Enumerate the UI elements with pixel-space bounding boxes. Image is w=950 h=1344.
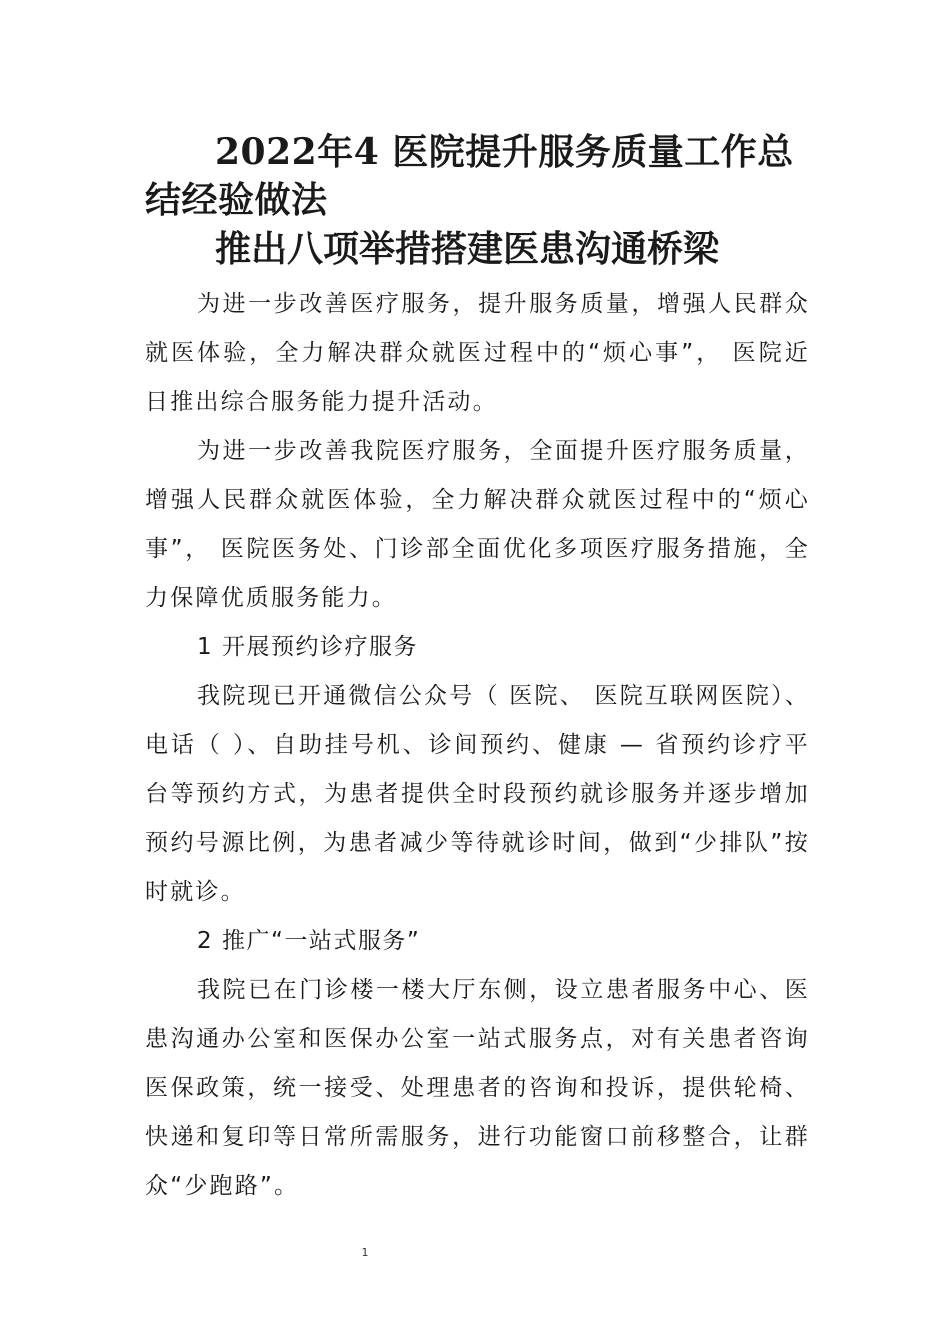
- document-body: [145, 280, 810, 1211]
- paragraph-intro: 为进一步改善医疗服务，提升服务质量，增强人民群众就医体验，全力解决群众就医过程中的“烦心事”， 医院近日推出综合服务能力提升活动。: [145, 291, 810, 415]
- page-number: 1: [361, 1246, 369, 1259]
- paragraph-one-stop: 我院已在门诊楼一楼大厅东侧，设立患者服务中心、医患沟通办公室和医保办公室一站式服务点，对有关患者咨询医保政策，统一接受、处理患者的咨询和投诉，提供轮椅、快递和复印等日常所需服务，进行功能窗口前移整合，让群众“少跑路”。: [145, 977, 810, 1199]
- title-text: 2022年4 医院提升服务质量工作总结经验做法: [145, 131, 794, 221]
- document-title: [145, 128, 815, 224]
- paragraph-appointment: 我院现已开通微信公众号（ 医院、 医院互联网医院）、电话（ ）、自助挂号机、诊间预约、健康 — 省预约诊疗平台等预约方式，为患者提供全时段预约就诊服务并逐步增加预约号源比例，为患者减少等待就诊时间，做到“少排队”按时就诊。: [145, 683, 810, 905]
- document-subtitle: 推出八项举措搭建医患沟通桥梁: [215, 228, 720, 270]
- paragraph-overview: 为进一步改善我院医疗服务，全面提升医疗服务质量，增强人民群众就医体验，全力解决群众就医过程中的“烦心事”， 医院医务处、门诊部全面优化多项医疗服务措施，全力保障优质服务能力。: [145, 438, 810, 611]
- section-heading-one-stop: 2 推广“一站式服务”: [197, 928, 421, 954]
- section-heading-appointment: 1 开展预约诊疗服务: [197, 634, 418, 660]
